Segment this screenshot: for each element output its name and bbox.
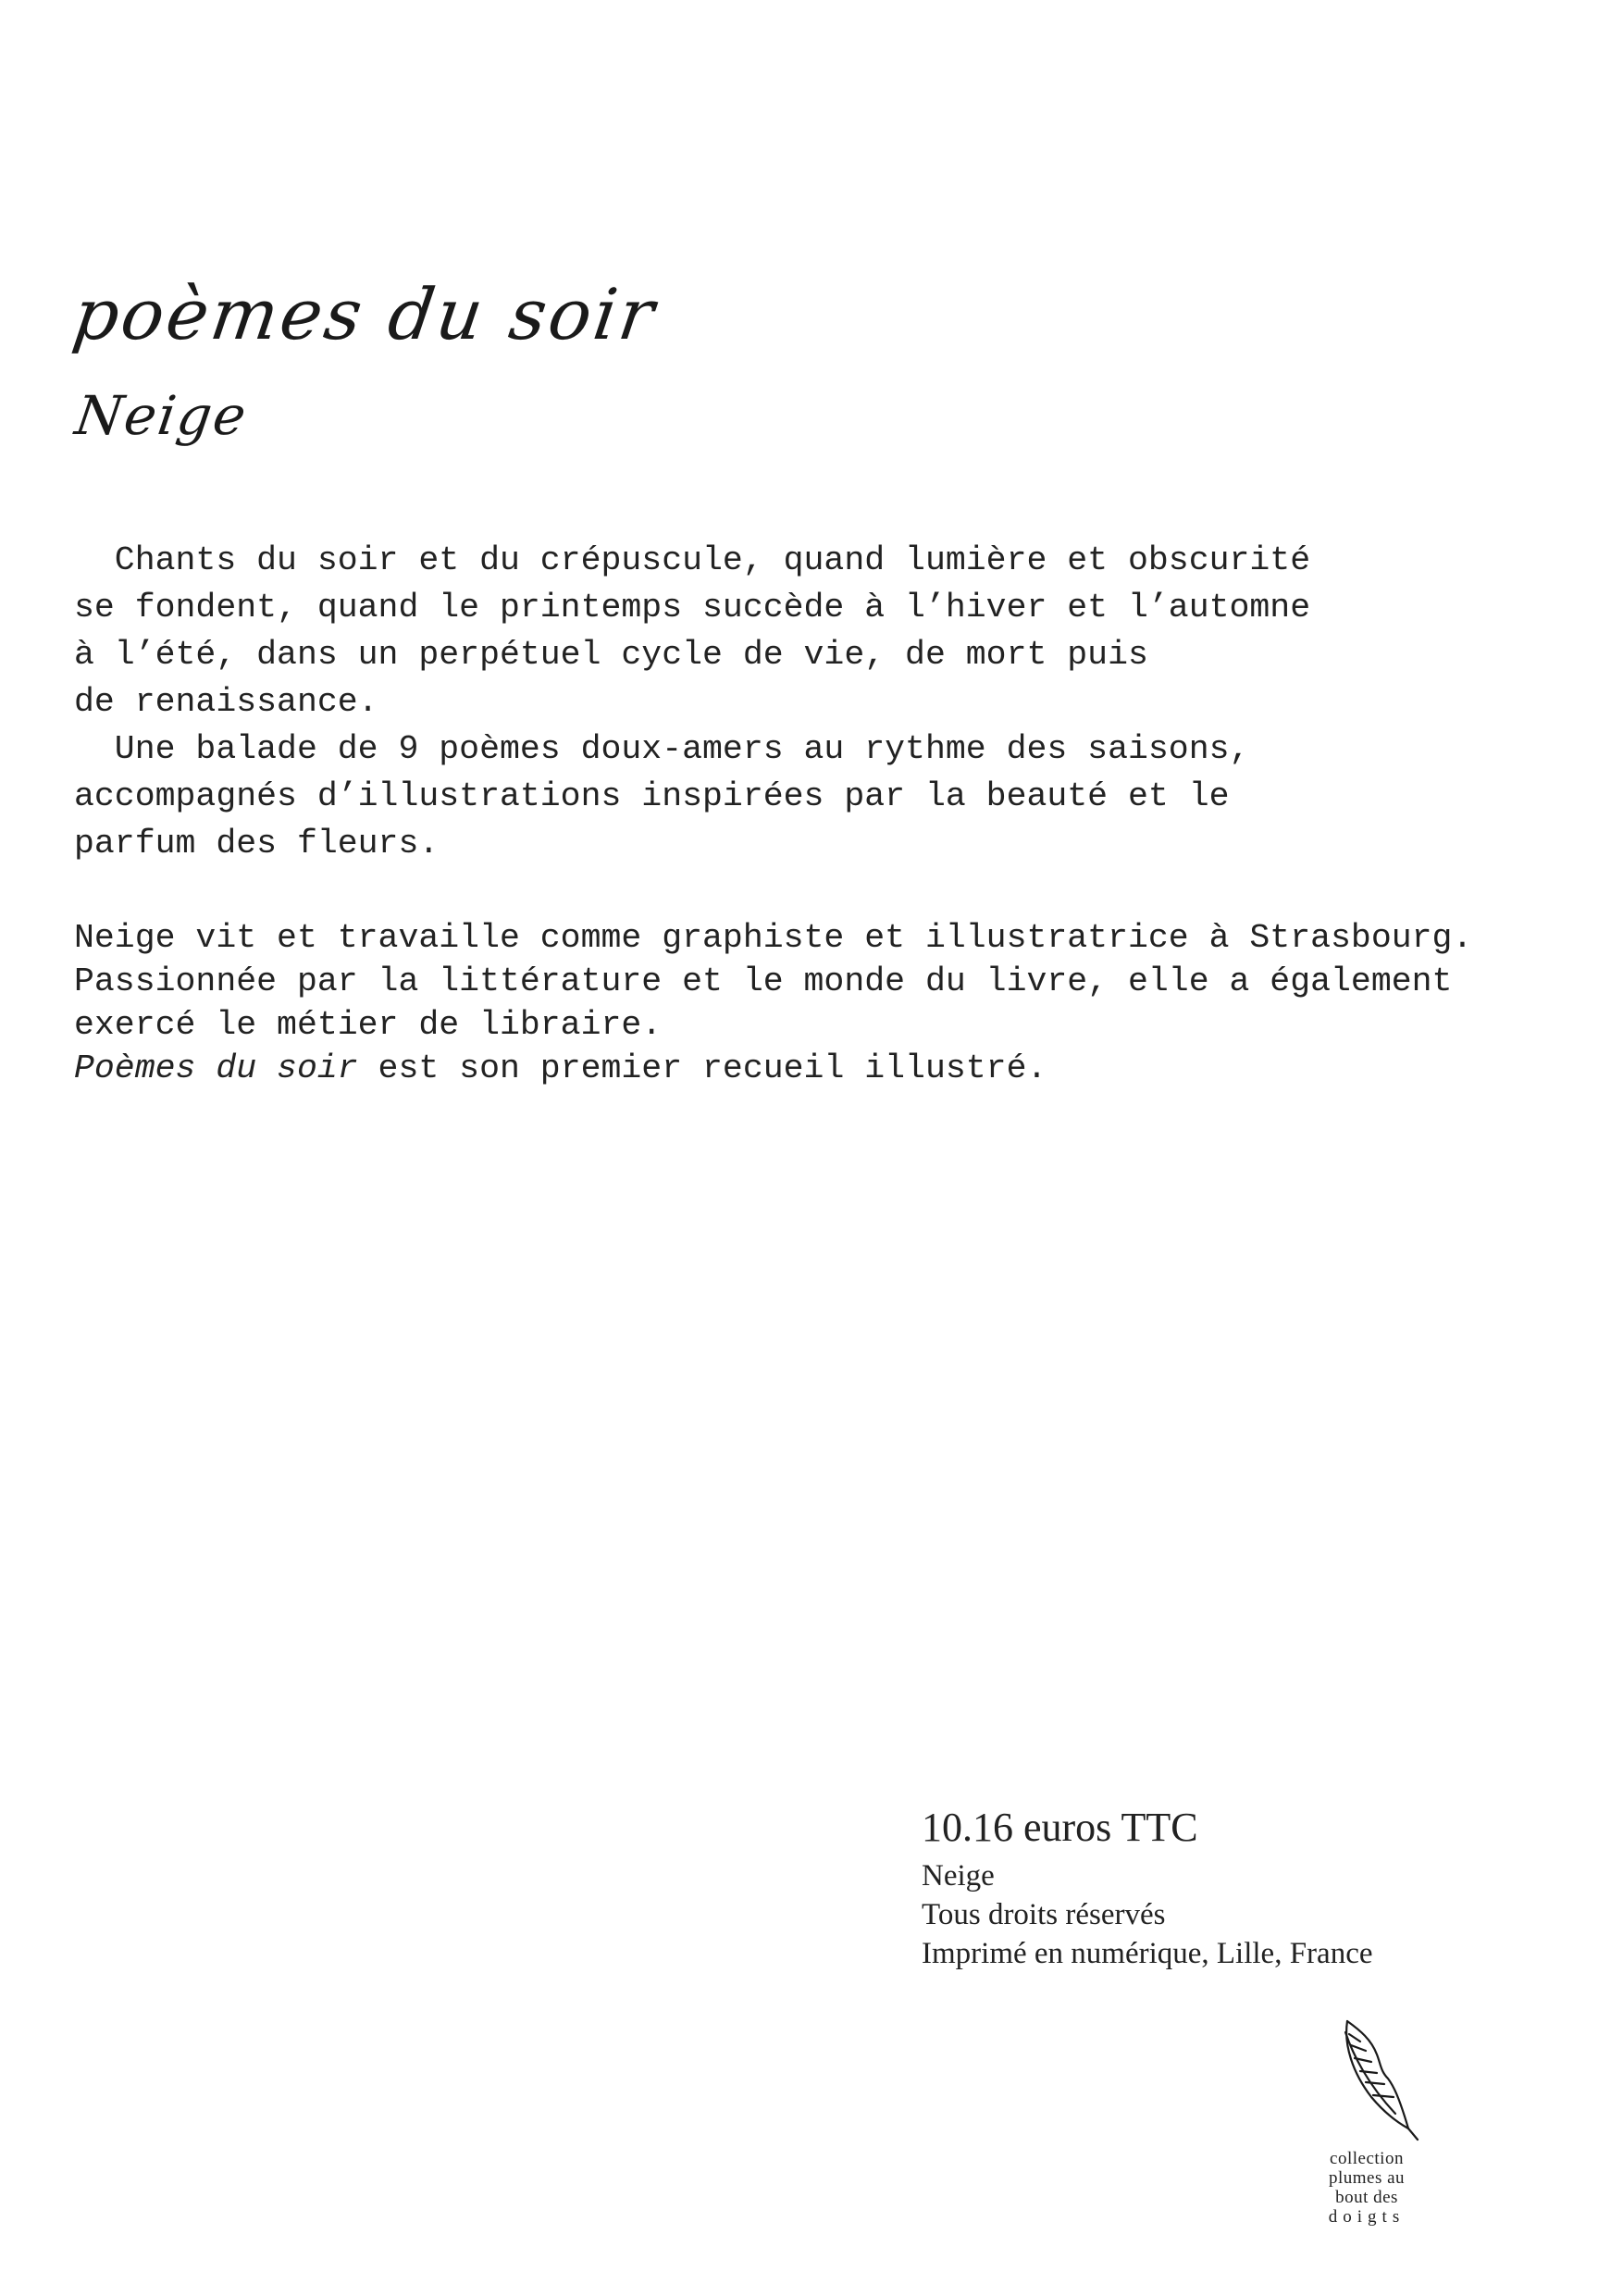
collection-line: doigts bbox=[1328, 2207, 1406, 2227]
bio-last-line bbox=[74, 1047, 1573, 1090]
bio-line: Passionnée par la littérature et le monde du livre, elle a également bbox=[74, 962, 1453, 1000]
blurb-line: accompagnés d’illustrations inspirées par la beauté et le bbox=[74, 777, 1230, 815]
book-blurb bbox=[74, 537, 1573, 867]
feather-quill-icon bbox=[1307, 2017, 1427, 2143]
bio-line: exercé le métier de libraire. bbox=[74, 1006, 663, 1044]
blurb-line: à l’été, dans un perpétuel cycle de vie, de mort puis bbox=[74, 636, 1148, 674]
blurb-line: parfum des fleurs. bbox=[74, 825, 440, 863]
collection-logo bbox=[1307, 2017, 1427, 2227]
blurb-line: Une balade de 9 poèmes doux-amers au rythme des saisons, bbox=[74, 730, 1250, 768]
printing-location: Imprimé en numérique, Lille, France bbox=[922, 1937, 1373, 1970]
author-bio bbox=[74, 916, 1573, 1090]
collection-line: plumes au bbox=[1328, 2168, 1406, 2188]
blurb-line: de renaissance. bbox=[74, 683, 378, 721]
author-name-heading: Neige bbox=[71, 384, 252, 447]
bio-line: Neige vit et travaille comme graphiste et illustratrice à Strasbourg. bbox=[74, 919, 1473, 957]
blurb-line: Chants du soir et du crépuscule, quand lumière et obscurité bbox=[74, 541, 1311, 579]
bio-last-line-text: est son premier recueil illustré. bbox=[357, 1049, 1047, 1087]
collection-line: collection bbox=[1330, 2149, 1404, 2168]
collection-name bbox=[1307, 2149, 1427, 2227]
book-title: poèmes du soir bbox=[68, 273, 663, 355]
price: 10.16 euros TTC bbox=[922, 1805, 1198, 1850]
book-title-italic: Poèmes du soir bbox=[74, 1049, 358, 1087]
collection-line: bout des bbox=[1335, 2188, 1398, 2207]
rights-notice: Tous droits réservés bbox=[922, 1898, 1166, 1931]
imprint-block bbox=[922, 1803, 1373, 1973]
imprint-author: Neige bbox=[922, 1859, 995, 1893]
blurb-line: se fondent, quand le printemps succède à l’hiver et l’automne bbox=[74, 589, 1311, 627]
